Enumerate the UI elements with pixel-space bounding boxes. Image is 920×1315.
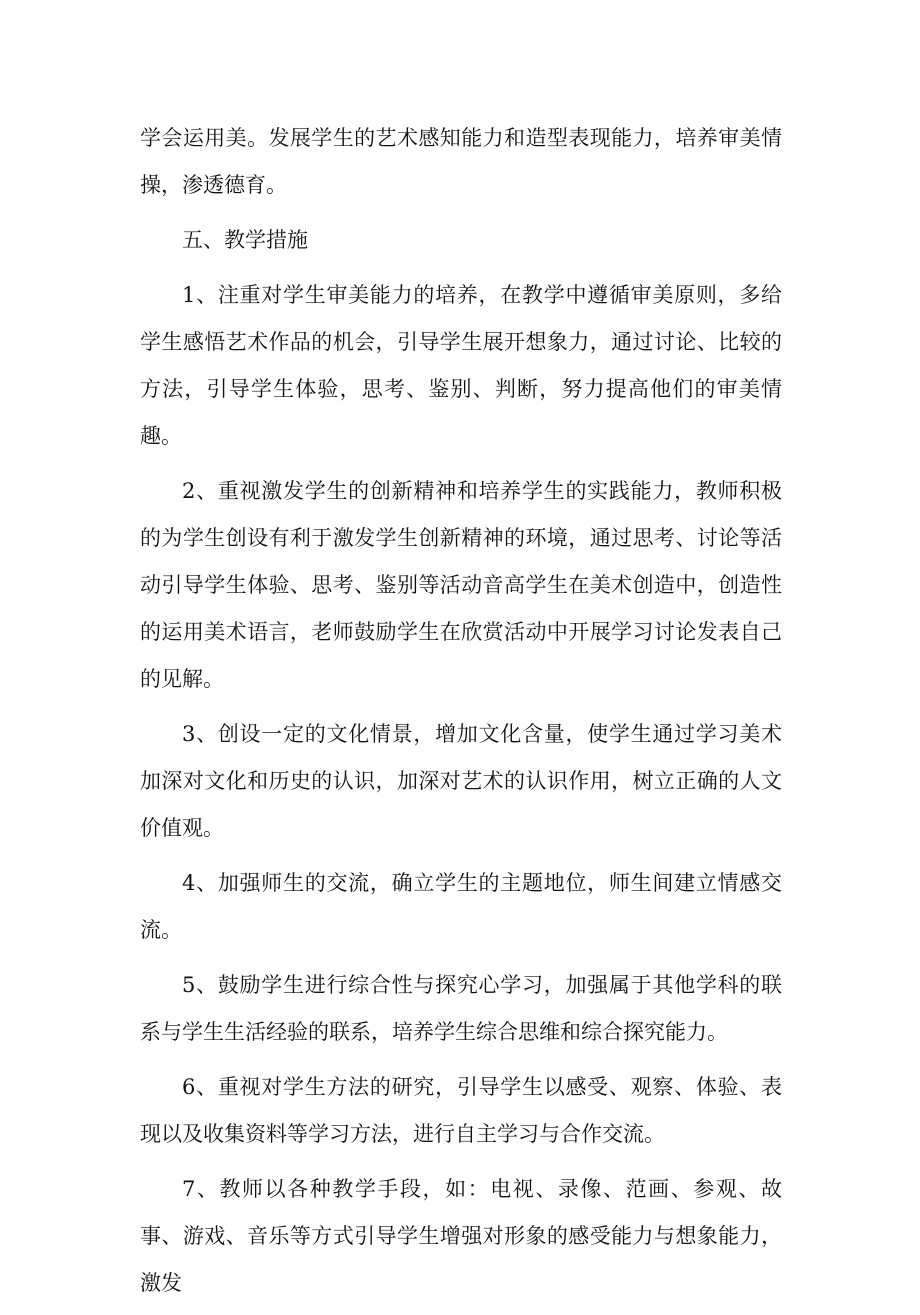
- paragraph-continuation: 学会运用美。发展学生的艺术感知能力和造型表现能力，培养审美情操，渗透德育。: [140, 126, 782, 197]
- paragraph-measure-3: 3、创设一定的文化情景，增加文化含量，使学生通过学习美术加深对文化和历史的认识，加深对艺术的认识作用，树立正确的人文价值观。: [140, 722, 782, 840]
- paragraph-measure-5: 5、鼓励学生进行综合性与探究心学习，加强属于其他学科的联系与学生生活经验的联系，培养学生综合思维和综合探究能力。: [140, 973, 782, 1044]
- paragraph-measure-6: 6、重视对学生方法的研究，引导学生以感受、观察、体验、表现以及收集资料等学习方法，进行自主学习与合作交流。: [140, 1075, 782, 1146]
- paragraph-measure-1: 1、注重对学生审美能力的培养，在教学中遵循审美原则，多给学生感悟艺术作品的机会，引导学生展开想象力，通过讨论、比较的方法，引导学生体验，思考、鉴别、判断，努力提高他们的审美情趣。: [140, 283, 782, 448]
- paragraph-measure-2: 2、重视激发学生的创新精神和培养学生的实践能力，教师积极的为学生创设有利于激发学生创新精神的环境，通过思考、讨论等活动引导学生体验、思考、鉴别等活动音高学生在美术创造中，创造性的运用美术语言，老师鼓励学生在欣赏活动中开展学习讨论发表自己的见解。: [140, 479, 782, 691]
- document-body: [140, 115, 782, 1315]
- section-heading-teaching-measures: 五、教学措施: [182, 228, 308, 252]
- paragraph-measure-7: 7、教师以各种教学手段，如：电视、录像、范画、参观、故事、游戏、音乐等方式引导学生增强对形象的感受能力与想象能力，激发: [140, 1177, 782, 1295]
- paragraph-measure-4: 4、加强师生的交流，确立学生的主题地位，师生间建立情感交流。: [140, 871, 782, 942]
